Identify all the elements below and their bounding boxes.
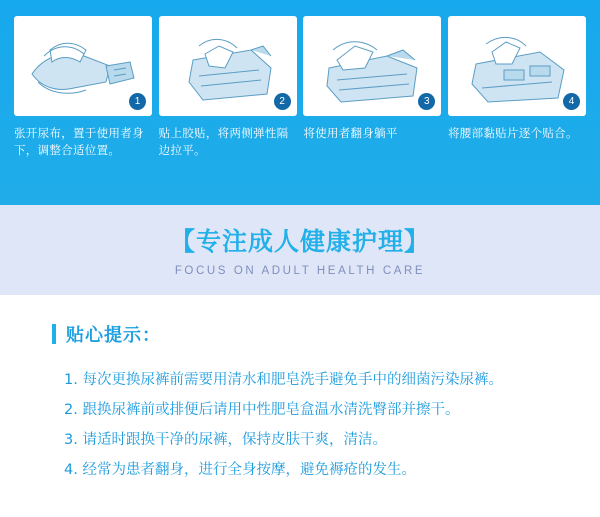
step-figure bbox=[14, 16, 152, 116]
step-item bbox=[448, 16, 586, 142]
steps-row bbox=[14, 16, 586, 159]
tips-section bbox=[0, 295, 600, 517]
tips-list-item: 2. 跟换尿裤前或排便后请用中性肥皂盒温水清洗臀部并擦干。 bbox=[64, 402, 460, 418]
step-figure bbox=[448, 16, 586, 116]
step-badge: 4 bbox=[563, 93, 580, 110]
step-badge: 3 bbox=[418, 93, 435, 110]
step-caption: 将腰部黏贴片逐个贴合。 bbox=[447, 126, 578, 140]
focus-band bbox=[0, 205, 600, 295]
tips-list bbox=[52, 365, 560, 485]
step-caption: 贴上胶贴，将两侧弹性隔边拉平。 bbox=[158, 126, 289, 157]
step-badge: 1 bbox=[129, 93, 146, 110]
step-caption: 将使用者翻身躺平 bbox=[303, 126, 398, 140]
step-badge: 2 bbox=[274, 93, 291, 110]
steps-panel bbox=[0, 0, 600, 205]
step-caption: 张开尿布，置于使用者身下，调整合适位置。 bbox=[14, 126, 144, 157]
tips-list-item: 3. 请适时跟换干净的尿裤，保持皮肤干爽，清洁。 bbox=[64, 432, 387, 448]
focus-band-title: 【专注成人健康护理】 bbox=[169, 227, 430, 256]
step-figure bbox=[159, 16, 297, 116]
tips-title: 贴心提示： bbox=[66, 325, 161, 346]
step-figure bbox=[303, 16, 441, 116]
tips-accent-bar bbox=[52, 324, 56, 344]
tips-heading bbox=[52, 321, 560, 347]
step-item bbox=[303, 16, 441, 142]
step-item bbox=[14, 16, 152, 159]
focus-band-subtitle: FOCUS ON ADULT HEALTH CARE bbox=[174, 265, 426, 277]
step-item bbox=[159, 16, 297, 159]
tips-list-item: 1. 每次更换尿裤前需要用清水和肥皂洗手避免手中的细菌污染尿裤。 bbox=[64, 372, 503, 388]
tips-list-item: 4. 经常为患者翻身，进行全身按摩，避免褥疮的发生。 bbox=[64, 462, 416, 478]
